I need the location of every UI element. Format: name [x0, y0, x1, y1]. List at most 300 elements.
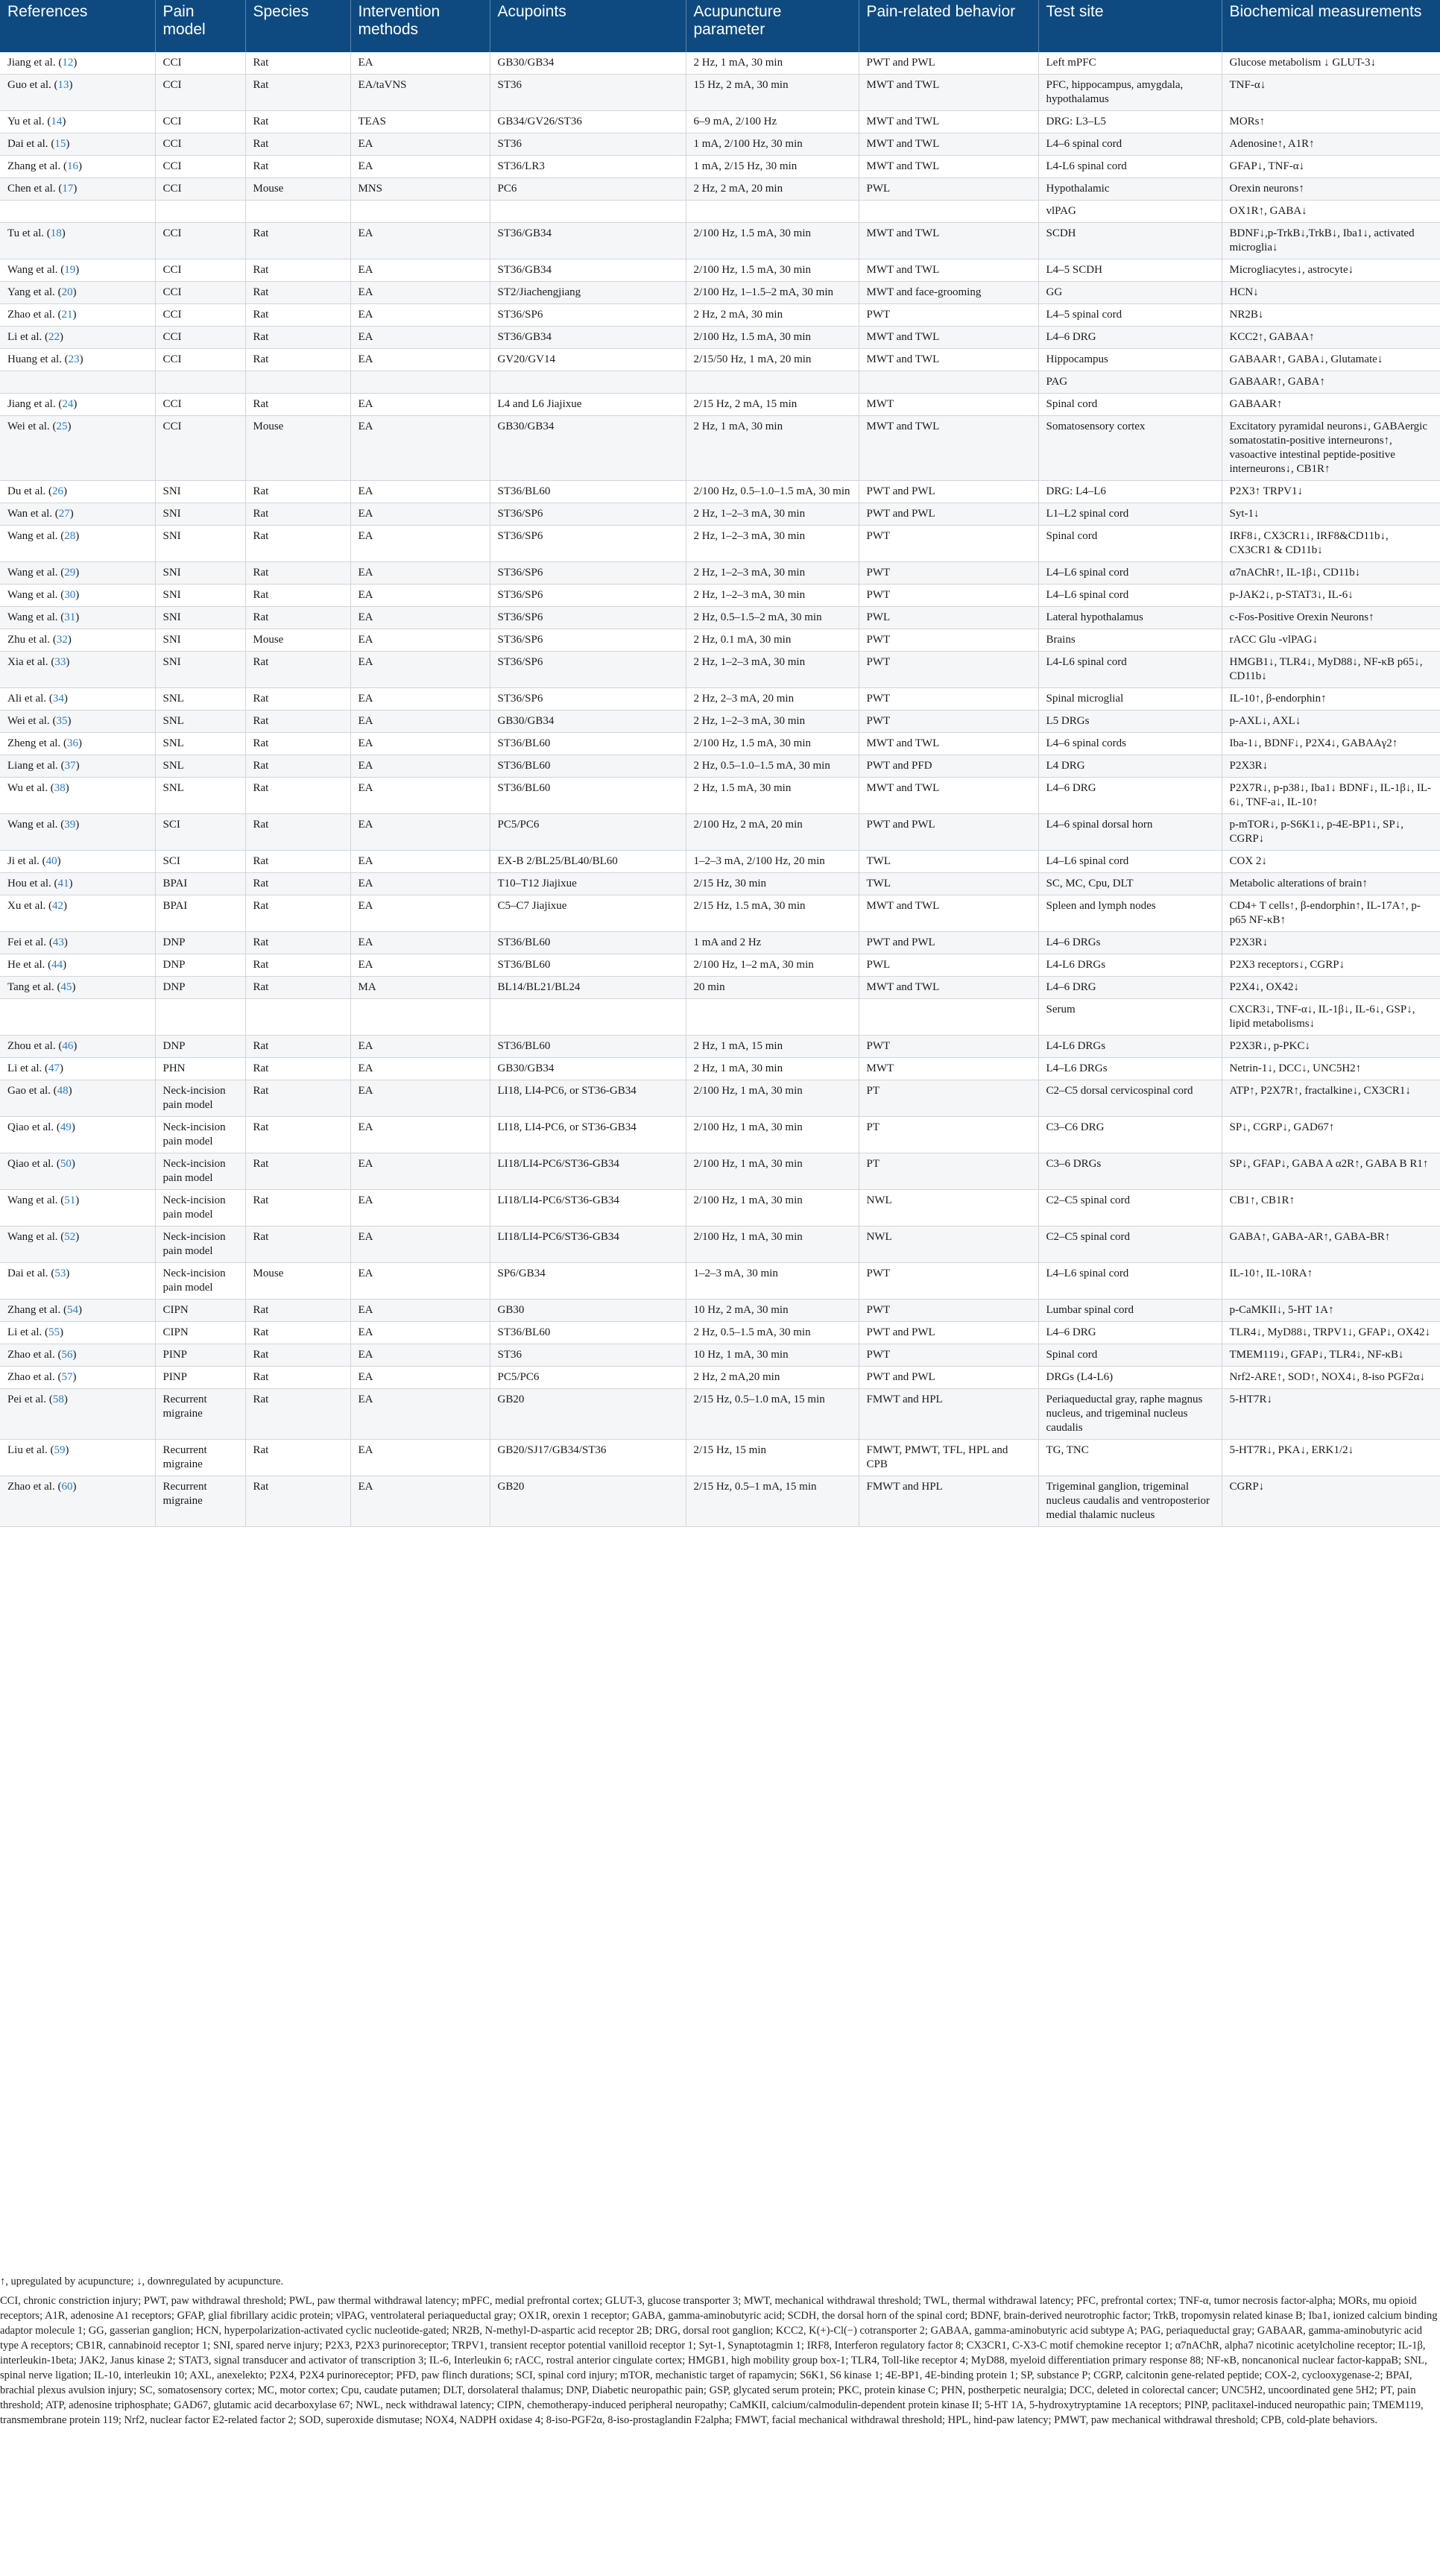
citation-link[interactable]: 28: [64, 530, 76, 542]
intervention-cell: EA: [350, 954, 490, 977]
parameter-cell: 2 Hz, 1.5 mA, 30 min: [686, 778, 859, 814]
test-site-cell: L4–5 SCDH: [1038, 259, 1222, 282]
biochemical-cell: SP↓, GFAP↓, GABA A α2R↑, GABA B R1↑: [1222, 1153, 1440, 1190]
acupoints-cell: ST36/GB34: [490, 259, 686, 282]
intervention-cell: [350, 201, 490, 223]
acupoints-cell: EX-B 2/BL25/BL40/BL60: [490, 851, 686, 873]
citation-link[interactable]: 30: [64, 589, 76, 601]
biochemical-cell: c-Fos-Positive Orexin Neurons↑: [1222, 607, 1440, 629]
intervention-cell: MNS: [350, 178, 490, 201]
pain-model-cell: SNL: [155, 733, 245, 755]
parameter-cell: 2 Hz, 1–2–3 mA, 30 min: [686, 711, 859, 733]
test-site-cell: TG, TNC: [1038, 1440, 1222, 1476]
species-cell: Rat: [245, 652, 350, 688]
intervention-cell: EA: [350, 1389, 490, 1440]
species-cell: Rat: [245, 75, 350, 111]
citation-link[interactable]: 16: [66, 160, 78, 172]
test-site-cell: C3–C6 DRG: [1038, 1117, 1222, 1153]
intervention-cell: EA: [350, 607, 490, 629]
test-site-cell: C2–C5 spinal cord: [1038, 1190, 1222, 1226]
behavior-cell: NWL: [859, 1226, 1038, 1263]
parameter-cell: 2/100 Hz, 1.5 mA, 30 min: [686, 259, 859, 282]
biochemical-cell: TMEM119↓, GFAP↓, TLR4↓, NF-κB↓: [1222, 1344, 1440, 1367]
test-site-cell: C2–C5 dorsal cervicospinal cord: [1038, 1080, 1222, 1117]
reference-author: Zhao et al.: [7, 1349, 55, 1361]
species-cell: Rat: [245, 1226, 350, 1263]
reference-author: Jiang et al.: [7, 398, 56, 410]
species-cell: Rat: [245, 873, 350, 895]
species-cell: Rat: [245, 895, 350, 932]
reference-author: Zhao et al.: [7, 1371, 55, 1383]
reference-cell: Wan et al. (27): [0, 503, 155, 526]
citation-link[interactable]: 47: [48, 1062, 60, 1074]
reference-author: Liang et al.: [7, 760, 58, 772]
pain-model-cell: PHN: [155, 1058, 245, 1080]
reference-author: Xu et al.: [7, 900, 46, 912]
behavior-cell: PWL: [859, 954, 1038, 977]
species-cell: Rat: [245, 711, 350, 733]
table-row: [0, 111, 1440, 133]
biochemical-cell: NR2B↓: [1222, 304, 1440, 327]
intervention-cell: EA: [350, 1080, 490, 1117]
test-site-cell: vlPAG: [1038, 201, 1222, 223]
reference-cell: Zhao et al. (56): [0, 1344, 155, 1367]
intervention-cell: EA: [350, 259, 490, 282]
table-row: [0, 304, 1440, 327]
parameter-cell: 2 Hz, 1–2–3 mA, 30 min: [686, 652, 859, 688]
reference-author: Wang et al.: [7, 611, 58, 623]
biochemical-cell: CB1↑, CB1R↑: [1222, 1190, 1440, 1226]
citation-link[interactable]: 32: [56, 634, 68, 646]
citation-link[interactable]: 54: [66, 1304, 78, 1316]
citation-link[interactable]: 26: [51, 485, 63, 497]
reference-author: Li et al.: [7, 1326, 42, 1338]
citation-link[interactable]: 35: [56, 715, 68, 727]
table-row: [0, 371, 1440, 394]
test-site-cell: L4–6 DRGs: [1038, 932, 1222, 954]
pain-model-cell: CCI: [155, 52, 245, 75]
test-site-cell: Lateral hypothalamus: [1038, 607, 1222, 629]
behavior-cell: PWT: [859, 304, 1038, 327]
parameter-cell: 10 Hz, 2 mA, 30 min: [686, 1300, 859, 1322]
reference-cell: Zhang et al. (54): [0, 1300, 155, 1322]
reference-author: Liu et al.: [7, 1444, 48, 1456]
table-row: [0, 1440, 1440, 1476]
table-row: [0, 178, 1440, 201]
test-site-cell: Spinal cord: [1038, 526, 1222, 562]
biochemical-cell: Metabolic alterations of brain↑: [1222, 873, 1440, 895]
pain-model-cell: SCI: [155, 814, 245, 851]
acupoints-cell: ST36: [490, 1344, 686, 1367]
pain-model-cell: CCI: [155, 327, 245, 349]
acupoints-cell: ST36/GB34: [490, 327, 686, 349]
biochemical-cell: MORs↑: [1222, 111, 1440, 133]
citation-link[interactable]: 21: [61, 309, 73, 321]
table-row: [0, 416, 1440, 481]
footnote-legend: ↑, upregulated by acupuncture; ↓, downregulated by acupuncture.: [0, 2276, 284, 2287]
test-site-cell: SC, MC, Cpu, DLT: [1038, 873, 1222, 895]
reference-author: He et al.: [7, 959, 45, 971]
intervention-cell: EA: [350, 133, 490, 156]
citation-link[interactable]: 37: [64, 760, 76, 772]
reference-cell: Wei et al. (35): [0, 711, 155, 733]
table-row: [0, 75, 1440, 111]
acupoints-cell: GB30/GB34: [490, 52, 686, 75]
test-site-cell: L4–6 DRG: [1038, 977, 1222, 999]
biochemical-cell: Adenosine↑, A1R↑: [1222, 133, 1440, 156]
pain-model-cell: PINP: [155, 1344, 245, 1367]
pain-model-cell: Recurrent migraine: [155, 1476, 245, 1527]
intervention-cell: EA: [350, 503, 490, 526]
species-cell: Rat: [245, 1440, 350, 1476]
citation-link[interactable]: 33: [54, 656, 66, 668]
reference-author: Wan et al.: [7, 508, 53, 520]
pain-model-cell: CCI: [155, 394, 245, 416]
biochemical-cell: OX1R↑, GABA↓: [1222, 201, 1440, 223]
biochemical-cell: P2X3R↓, p-PKC↓: [1222, 1036, 1440, 1058]
species-cell: Mouse: [245, 178, 350, 201]
citation-link[interactable]: 55: [48, 1326, 60, 1338]
table-row: [0, 349, 1440, 371]
table-row: [0, 755, 1440, 778]
test-site-cell: C3–6 DRGs: [1038, 1153, 1222, 1190]
pain-model-cell: SNI: [155, 607, 245, 629]
table-row: [0, 282, 1440, 304]
pain-model-cell: DNP: [155, 1036, 245, 1058]
pain-model-cell: SNI: [155, 526, 245, 562]
parameter-cell: 2/100 Hz, 0.5–1.0–1.5 mA, 30 min: [686, 481, 859, 503]
acupoints-cell: ST36/BL60: [490, 954, 686, 977]
behavior-cell: PWT: [859, 526, 1038, 562]
reference-cell: Gao et al. (48): [0, 1080, 155, 1117]
behavior-cell: MWT and TWL: [859, 416, 1038, 481]
reference-cell: Zheng et al. (36): [0, 733, 155, 755]
pain-model-cell: DNP: [155, 954, 245, 977]
citation-link[interactable]: 27: [58, 508, 70, 520]
species-cell: Rat: [245, 1058, 350, 1080]
table-row: [0, 954, 1440, 977]
citation-link[interactable]: 12: [62, 57, 74, 69]
citation-link[interactable]: 25: [56, 421, 68, 432]
biochemical-cell: p-JAK2↓, p-STAT3↓, IL-6↓: [1222, 585, 1440, 607]
citation-link[interactable]: 58: [52, 1394, 64, 1405]
citation-link[interactable]: 20: [61, 286, 73, 298]
table-row: [0, 1153, 1440, 1190]
column-header: Biochemical measurements: [1229, 3, 1422, 20]
acupoints-cell: GB30/GB34: [490, 711, 686, 733]
parameter-cell: 2/100 Hz, 1 mA, 30 min: [686, 1080, 859, 1117]
citation-link[interactable]: 23: [68, 353, 80, 365]
species-cell: Rat: [245, 133, 350, 156]
acupoints-cell: [490, 201, 686, 223]
species-cell: Rat: [245, 562, 350, 585]
intervention-cell: EA: [350, 895, 490, 932]
citation-link[interactable]: 51: [64, 1194, 76, 1206]
reference-cell: Huang et al. (23): [0, 349, 155, 371]
intervention-cell: EA: [350, 851, 490, 873]
citation-link[interactable]: 60: [61, 1481, 73, 1493]
table-row: [0, 778, 1440, 814]
intervention-cell: EA: [350, 1263, 490, 1300]
intervention-cell: EA: [350, 327, 490, 349]
citation-link[interactable]: 14: [51, 116, 63, 127]
behavior-cell: PT: [859, 1153, 1038, 1190]
citation-link[interactable]: 24: [62, 398, 74, 410]
citation-link[interactable]: 40: [45, 855, 57, 867]
biochemical-cell: α7nAChR↑, IL-1β↓, CD11b↓: [1222, 562, 1440, 585]
reference-author: Wang et al.: [7, 530, 58, 542]
species-cell: Rat: [245, 111, 350, 133]
table-row: [0, 629, 1440, 652]
acupoints-cell: ST36/GB34: [490, 223, 686, 259]
citation-link[interactable]: 53: [54, 1267, 66, 1279]
species-cell: Rat: [245, 481, 350, 503]
table-row: [0, 526, 1440, 562]
reference-cell: Wang et al. (31): [0, 607, 155, 629]
citation-link[interactable]: 50: [60, 1158, 72, 1170]
species-cell: Rat: [245, 223, 350, 259]
test-site-cell: L4–L6 spinal cord: [1038, 1263, 1222, 1300]
citation-link[interactable]: 22: [48, 331, 60, 343]
species-cell: Rat: [245, 259, 350, 282]
biochemical-cell: TLR4↓, MyD88↓, TRPV1↓, GFAP↓, OX42↓: [1222, 1322, 1440, 1344]
citation-link[interactable]: 45: [60, 981, 72, 993]
intervention-cell: EA: [350, 1058, 490, 1080]
table-row: [0, 1058, 1440, 1080]
species-cell: Mouse: [245, 629, 350, 652]
acupoints-cell: ST36/SP6: [490, 503, 686, 526]
species-cell: Rat: [245, 1476, 350, 1527]
parameter-cell: 2 Hz, 1–2–3 mA, 30 min: [686, 562, 859, 585]
parameter-cell: 2/15 Hz, 0.5–1.0 mA, 15 min: [686, 1389, 859, 1440]
table-row: [0, 1476, 1440, 1527]
behavior-cell: PT: [859, 1117, 1038, 1153]
reference-author: Ji et al.: [7, 855, 40, 867]
parameter-cell: 2 Hz, 2 mA, 20 min: [686, 178, 859, 201]
parameter-cell: [686, 999, 859, 1036]
reference-author: Huang et al.: [7, 353, 62, 365]
parameter-cell: 2 Hz, 1–2–3 mA, 30 min: [686, 585, 859, 607]
acupoints-cell: GB20/SJ17/GB34/ST36: [490, 1440, 686, 1476]
pain-model-cell: CCI: [155, 416, 245, 481]
behavior-cell: PWT and PWL: [859, 52, 1038, 75]
biochemical-cell: CXCR3↓, TNF-α↓, IL-1β↓, IL-6↓, GSP↓, lipid metabolisms↓: [1222, 999, 1440, 1036]
table-row: [0, 711, 1440, 733]
intervention-cell: EA/taVNS: [350, 75, 490, 111]
biochemical-cell: p-AXL↓, AXL↓: [1222, 711, 1440, 733]
intervention-cell: EA: [350, 1226, 490, 1263]
table-row: [0, 895, 1440, 932]
acupoints-cell: GB30/GB34: [490, 1058, 686, 1080]
test-site-cell: L4–6 DRG: [1038, 1322, 1222, 1344]
acupoints-cell: ST36/BL60: [490, 481, 686, 503]
reference-cell: Wang et al. (52): [0, 1226, 155, 1263]
reference-author: Wang et al.: [7, 1231, 58, 1243]
pain-model-cell: Neck-incision pain model: [155, 1263, 245, 1300]
acupoints-cell: PC6: [490, 178, 686, 201]
intervention-cell: [350, 999, 490, 1036]
species-cell: Rat: [245, 607, 350, 629]
citation-link[interactable]: 15: [54, 138, 66, 150]
citation-link[interactable]: 29: [64, 567, 76, 579]
acupoints-cell: GB20: [490, 1389, 686, 1440]
citation-link[interactable]: 52: [64, 1231, 76, 1243]
parameter-cell: 2/100 Hz, 1 mA, 30 min: [686, 1117, 859, 1153]
citation-link[interactable]: 38: [54, 782, 66, 794]
biochemical-cell: P2X3R↓: [1222, 755, 1440, 778]
table-row: [0, 156, 1440, 178]
parameter-cell: 20 min: [686, 977, 859, 999]
table-row: [0, 1389, 1440, 1440]
intervention-cell: EA: [350, 932, 490, 954]
intervention-cell: EA: [350, 394, 490, 416]
reference-author: Li et al.: [7, 1062, 42, 1074]
test-site-cell: L4–6 DRG: [1038, 327, 1222, 349]
reference-author: Zheng et al.: [7, 737, 61, 749]
parameter-cell: 2/100 Hz, 2 mA, 20 min: [686, 814, 859, 851]
reference-cell: Li et al. (55): [0, 1322, 155, 1344]
reference-author: Wu et al.: [7, 782, 48, 794]
acupoints-cell: ST36/SP6: [490, 585, 686, 607]
reference-cell: Chen et al. (17): [0, 178, 155, 201]
pain-model-cell: PINP: [155, 1367, 245, 1389]
reference-author: Yang et al.: [7, 286, 55, 298]
citation-link[interactable]: 18: [50, 227, 62, 239]
behavior-cell: MWT and TWL: [859, 733, 1038, 755]
biochemical-cell: Netrin-1↓, DCC↓, UNC5H2↑: [1222, 1058, 1440, 1080]
parameter-cell: 2/15 Hz, 1.5 mA, 30 min: [686, 895, 859, 932]
acupoints-cell: LI18, LI4-PC6, or ST36-GB34: [490, 1117, 686, 1153]
species-cell: Rat: [245, 688, 350, 711]
citation-link[interactable]: 19: [64, 264, 76, 276]
test-site-cell: DRG: L3–L5: [1038, 111, 1222, 133]
table-row: [0, 562, 1440, 585]
pain-model-cell: Recurrent migraine: [155, 1389, 245, 1440]
biochemical-cell: Excitatory pyramidal neurons↓, GABAergic somatostatin-positive interneurons↑, vasoactive intestinal peptide-positive interneurons↓, CB1R↑: [1222, 416, 1440, 481]
behavior-cell: MWT and face-grooming: [859, 282, 1038, 304]
parameter-cell: 1–2–3 mA, 30 min: [686, 1263, 859, 1300]
biochemical-cell: ATP↑, P2X7R↑, fractalkine↓, CX3CR1↓: [1222, 1080, 1440, 1117]
column-header: Intervention methods: [350, 0, 490, 52]
biochemical-cell: GABAAR↑, GABA↑: [1222, 371, 1440, 394]
reference-author: Wang et al.: [7, 264, 58, 276]
species-cell: Mouse: [245, 1263, 350, 1300]
behavior-cell: PWT and PWL: [859, 814, 1038, 851]
pain-model-cell: SNI: [155, 585, 245, 607]
biochemical-cell: p-CaMKII↓, 5-HT 1A↑: [1222, 1300, 1440, 1322]
footnote-abbreviations: CCI, chronic constriction injury; PWT, paw withdrawal threshold; PWL, paw thermal withdrawal latency; mPFC, medial prefrontal cortex; GLUT-3, glucose transporter 3; MWT, mechanical withdrawal threshold; TWL, thermal withdrawal latency; PFC, prefrontal cortex; TNF-α, tumor necrosis factor-alpha; MORs, mu opioid receptors; A1R, adenosine A1 receptors; GFAP, glial fibrillary acidic protein; vlPAG, ventrolateral periaqueductal gray; OX1R, orexin 1 receptor; GABA, gamma-aminobutyric acid; SCDH, the dorsal horn of the spinal cord; BDNF, brain-derived neurotrophic factor; TrkB, tropomysin related kinase B; Iba1, ionized calcium binding adaptor molecule 1; GG, gasserian ganglion; HCN, hyperpolarization-activated cyclic nucleotide-gated; NR2B, N-methyl-D-aspartic acid receptor 2B; DRG, dorsal root ganglion; KCC2, K(+)-Cl(−) cotransporter 2; GABAA, gamma-aminobutyric acid subtype A; PAG, periaqueductal gray; GABAAR, gamma-aminobutyric acid type A receptors; CB1R, cannabinoid receptor 1; SNI, spared nerve injury; P2X3, P2X3 purinoreceptor; TRPV1, transient receptor potential vanilloid receptor 1; Syt-1, Synaptotagmin 1; IRF8, Interferon regulatory factor 8; CX3CR1, C-X3-C motif chemokine receptor 1; α7nAChR, alpha7 nicotinic acetylcholine receptor; IL-1β, interleukin-1beta; JAK2, Janus kinase 2; STAT3, signal transducer and activator of transcription 3; IL-6, Interleukin 6; rACC, rostral anterior cingulate cortex; HMGB1, high mobility group box-1; TLR4, Toll-like receptor 4; MyD88, myeloid differentiation primary response 88; NF-κB, noncanonical nuclear factor-kappaB; SNL, spinal nerve ligation; IL-10, interleukin 10; AXL, anexelekto; P2X4, P2X4 purinoreceptor; PFD, paw flinch durations; SCI, spinal cord injury; mTOR, mechanistic target of rapamycin; S6K1, S6 kinase 1; 4E-BP1, 4E-binding protein 1; SP, substance P; CGRP, calcitonin gene-related peptide; COX-2, cyclooxygenase-2; BPAI, brachial plexus avulsion injury; SC, somatosensory cortex; MC, motor cortex; Cpu, caudate putamen; DLT, dorsolateral thalamus; DNP, Diabetic neuropathic pain; GSP, glycated serum protein; PKC, protein kinase C; PHN, postherpetic neuralgia; DCC, deleted in colorectal cancer; UNC5H2, uncoordinated gene 5H2; PT, pain threshold; ATP, adenosine triphosphate; GAD67, glutamic acid decarboxylase 67; NWL, neck withdrawal latency; CIPN, chemotherapy-induced peripheral neuropathy; CaMKII, calcium/calmodulin-dependent protein kinase II; 5-HT 1A, 5-hydroxytryptamine 1A receptors; PINP, paclitaxel-induced neuropathic pain; TMEM119, transmembrane protein 119; Nrf2, nuclear factor E2-related factor 2; SOD, superoxide dismutase; NOX4, NADPH oxidase 4; 8-iso-PGF2α, 8-iso-prostaglandin F2alpha; FMWT, facial mechanical withdrawal threshold; HPL, hind-paw latency; PMWT, paw mechanical withdrawal threshold; CPB, cold-plate behaviors.: [0, 2295, 1438, 2426]
reference-author: Wei et al.: [7, 715, 50, 727]
table-header-row: [0, 0, 1440, 52]
biochemical-cell: Glucose metabolism ↓ GLUT-3↓: [1222, 52, 1440, 75]
acupoints-cell: LI18/LI4-PC6/ST36-GB34: [490, 1190, 686, 1226]
intervention-cell: EA: [350, 1367, 490, 1389]
reference-cell: Yang et al. (20): [0, 282, 155, 304]
species-cell: Rat: [245, 1190, 350, 1226]
parameter-cell: 6–9 mA, 2/100 Hz: [686, 111, 859, 133]
biochemical-cell: HMGB1↓, TLR4↓, MyD88↓, NF-κB p65↓, CD11b↓: [1222, 652, 1440, 688]
pain-model-cell: CCI: [155, 156, 245, 178]
citation-link[interactable]: 43: [52, 936, 64, 948]
behavior-cell: PWT and PWL: [859, 932, 1038, 954]
citation-link[interactable]: 59: [54, 1444, 66, 1456]
citation-link[interactable]: 34: [52, 693, 64, 705]
table-row: [0, 999, 1440, 1036]
pain-model-cell: Neck-incision pain model: [155, 1117, 245, 1153]
table-footnotes: [0, 2274, 1440, 2432]
behavior-cell: MWT and TWL: [859, 111, 1038, 133]
biochemical-cell: BDNF↓,p-TrkB↓,TrkB↓, Iba1↓, activated microglia↓: [1222, 223, 1440, 259]
acupoints-cell: GB30/GB34: [490, 416, 686, 481]
reference-author: Wang et al.: [7, 567, 58, 579]
test-site-cell: L4–6 spinal cords: [1038, 733, 1222, 755]
citation-link[interactable]: 57: [61, 1371, 73, 1383]
citation-link[interactable]: 56: [61, 1349, 73, 1361]
intervention-cell: EA: [350, 778, 490, 814]
biochemical-cell: rACC Glu -vlPAG↓: [1222, 629, 1440, 652]
parameter-cell: 2 Hz, 1 mA, 30 min: [686, 52, 859, 75]
biochemical-cell: IL-10↑, IL-10RA↑: [1222, 1263, 1440, 1300]
reference-cell: Dai et al. (53): [0, 1263, 155, 1300]
acupoints-cell: ST36/SP6: [490, 304, 686, 327]
column-header: Pain model: [155, 0, 245, 52]
behavior-cell: PWT: [859, 629, 1038, 652]
reference-cell: Pei et al. (58): [0, 1389, 155, 1440]
citation-link[interactable]: 44: [51, 959, 63, 971]
reference-author: Zhang et al.: [7, 1304, 61, 1316]
species-cell: Rat: [245, 1367, 350, 1389]
behavior-cell: MWT and TWL: [859, 259, 1038, 282]
citation-link[interactable]: 31: [64, 611, 76, 623]
table-row: [0, 1036, 1440, 1058]
test-site-cell: L4-L6 DRGs: [1038, 1036, 1222, 1058]
behavior-cell: MWT and TWL: [859, 349, 1038, 371]
citation-link[interactable]: 36: [66, 737, 78, 749]
citation-link[interactable]: 49: [60, 1121, 72, 1133]
behavior-cell: FMWT and HPL: [859, 1389, 1038, 1440]
citation-link[interactable]: 13: [57, 79, 69, 91]
table-row: [0, 1190, 1440, 1226]
pain-model-cell: CIPN: [155, 1300, 245, 1322]
citation-link[interactable]: 46: [62, 1040, 74, 1052]
acupoints-cell: T10–T12 Jiajixue: [490, 873, 686, 895]
table-row: [0, 652, 1440, 688]
citation-link[interactable]: 48: [57, 1085, 69, 1097]
table-row: [0, 688, 1440, 711]
reference-cell: Du et al. (26): [0, 481, 155, 503]
species-cell: Rat: [245, 156, 350, 178]
species-cell: Rat: [245, 503, 350, 526]
column-header: Species: [245, 0, 350, 52]
table-row: [0, 503, 1440, 526]
acupoints-cell: LI18/LI4-PC6/ST36-GB34: [490, 1153, 686, 1190]
citation-link[interactable]: 41: [57, 878, 69, 889]
parameter-cell: 1–2–3 mA, 2/100 Hz, 20 min: [686, 851, 859, 873]
pain-model-cell: SNI: [155, 629, 245, 652]
table-row: [0, 1344, 1440, 1367]
citation-link[interactable]: 39: [64, 819, 76, 831]
species-cell: Rat: [245, 1117, 350, 1153]
species-cell: Rat: [245, 1036, 350, 1058]
species-cell: Rat: [245, 932, 350, 954]
table-row: [0, 851, 1440, 873]
citation-link[interactable]: 17: [62, 183, 74, 195]
reference-author: Qiao et al.: [7, 1121, 54, 1133]
test-site-cell: L4–5 spinal cord: [1038, 304, 1222, 327]
citation-link[interactable]: 42: [51, 900, 63, 912]
reference-author: Pei et al.: [7, 1394, 47, 1405]
parameter-cell: 1 mA, 2/15 Hz, 30 min: [686, 156, 859, 178]
